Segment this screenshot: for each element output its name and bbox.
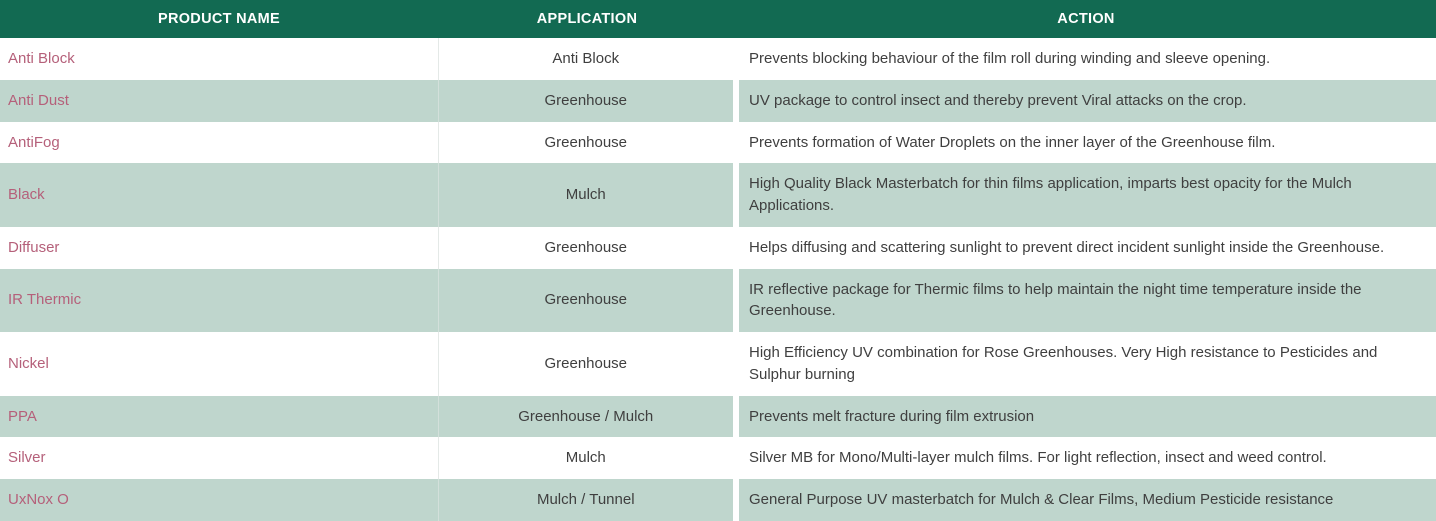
cell-product-name: PPA <box>0 396 438 438</box>
table-row <box>0 80 1436 122</box>
cell-application: Mulch / Tunnel <box>438 479 736 521</box>
column-header-application: APPLICATION <box>438 0 736 38</box>
cell-action: UV package to control insect and thereby prevent Viral attacks on the crop. <box>749 91 1247 109</box>
cell-product-name: Silver <box>0 437 438 479</box>
table-row <box>0 396 1436 438</box>
cell-application: Mulch <box>438 437 736 479</box>
cell-product-name: Anti Block <box>0 38 438 80</box>
table-row <box>0 38 1436 80</box>
table-row <box>0 332 1436 396</box>
cell-application: Greenhouse / Mulch <box>438 396 736 438</box>
table-row <box>0 227 1436 269</box>
cell-application: Anti Block <box>438 38 736 80</box>
cell-product-name: Anti Dust <box>0 80 438 122</box>
column-header-product-name: PRODUCT NAME <box>0 0 438 38</box>
cell-product-name: UxNox O <box>0 479 438 521</box>
cell-application: Mulch <box>438 163 736 227</box>
table-row <box>0 479 1436 521</box>
cell-application: Greenhouse <box>438 122 736 164</box>
cell-product-name: Nickel <box>0 332 438 396</box>
cell-action: General Purpose UV masterbatch for Mulch & Clear Films, Medium Pesticide resistance <box>749 491 1334 508</box>
cell-product-name: IR Thermic <box>0 269 438 333</box>
table-body <box>0 38 1436 521</box>
cell-application: Greenhouse <box>438 332 736 396</box>
cell-product-name: Diffuser <box>0 227 438 269</box>
table-row <box>0 163 1436 227</box>
table-row <box>0 122 1436 164</box>
column-header-action: ACTION <box>736 0 1436 38</box>
table-row <box>0 437 1436 479</box>
cell-action: Prevents formation of Water Droplets on the inner layer of the Greenhouse film. <box>749 133 1276 151</box>
cell-action: Prevents blocking behaviour of the film roll during winding and sleeve opening. <box>749 50 1271 67</box>
cell-action: High Quality Black Masterbatch for thin films application, imparts best opacity for the Mulch Applications. <box>749 175 1352 214</box>
cell-action: Helps diffusing and scattering sunlight to prevent direct incident sunlight inside the Greenhouse. <box>749 238 1385 256</box>
table-header-row <box>0 0 1436 38</box>
cell-application: Greenhouse <box>438 80 736 122</box>
cell-action: IR reflective package for Thermic films to help maintain the night time temperature inside the Greenhouse. <box>749 280 1362 320</box>
cell-action: Silver MB for Mono/Multi-layer mulch films. For light reflection, insect and weed control. <box>749 449 1327 467</box>
cell-product-name: Black <box>0 163 438 227</box>
table-row <box>0 269 1436 333</box>
cell-application: Greenhouse <box>438 227 736 269</box>
cell-action: High Efficiency UV combination for Rose Greenhouses. Very High resistance to Pesticides and Sulphur burning <box>749 344 1378 383</box>
cell-application: Greenhouse <box>438 269 736 333</box>
cell-action: Prevents melt fracture during film extrusion <box>749 407 1035 425</box>
table-header <box>0 0 1436 38</box>
cell-product-name: AntiFog <box>0 122 438 164</box>
